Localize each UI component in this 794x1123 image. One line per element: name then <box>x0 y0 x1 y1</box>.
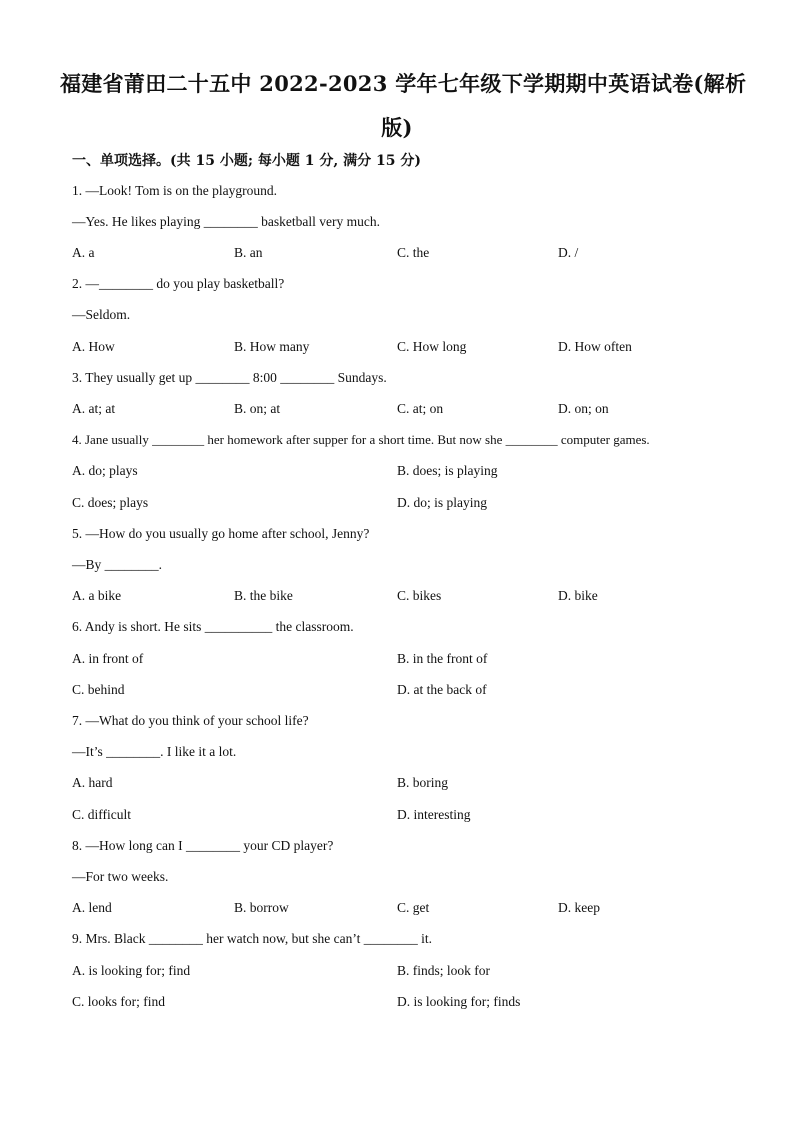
page-title: 福建省莆田二十五中 2022-2023 学年七年级下学期期中英语试卷(解析 <box>60 71 747 96</box>
question-8-option-c: C. get <box>397 900 430 915</box>
question-9-option-b: B. finds; look for <box>397 963 490 978</box>
question-7-prompt: 7. —What do you think of your school life? <box>72 713 309 728</box>
question-2-option-c: C. How long <box>397 339 467 354</box>
question-3-option-a: A. at; at <box>72 401 116 416</box>
section-heading: 一、单项选择。(共 15 小题; 每小题 1 分, 满分 15 分) <box>72 153 421 169</box>
question-5-option-c: C. bikes <box>397 588 442 603</box>
question-5-option-a: A. a bike <box>72 588 122 603</box>
question-3-option-c: C. at; on <box>397 401 444 416</box>
question-6-option-b: B. in the front of <box>397 651 488 666</box>
question-7-option-a: A. hard <box>72 775 113 790</box>
question-5-option-d: D. bike <box>558 588 598 603</box>
question-1-reply: —Yes. He likes playing ________ basketball very much. <box>72 214 380 229</box>
question-2-option-d: D. How often <box>558 339 632 354</box>
question-9-option-c: C. looks for; find <box>72 994 165 1009</box>
question-4-option-c: C. does; plays <box>72 495 149 510</box>
question-1-prompt: 1. —Look! Tom is on the playground. <box>72 183 278 198</box>
question-7-option-c: C. difficult <box>72 807 131 822</box>
question-4-prompt: 4. Jane usually ________ her homework after supper for a short time. But now she ________ computer games. <box>72 432 650 447</box>
question-2-reply: —Seldom. <box>72 307 131 322</box>
question-6-option-a: A. in front of <box>72 651 144 666</box>
question-7-option-b: B. boring <box>397 775 449 790</box>
page-title-continued: 版) <box>381 115 413 140</box>
question-8-reply: —For two weeks. <box>72 869 169 884</box>
question-6-option-d: D. at the back of <box>397 682 487 697</box>
question-5-prompt: 5. —How do you usually go home after school, Jenny? <box>72 526 370 541</box>
question-9-option-a: A. is looking for; find <box>72 963 191 978</box>
question-7-reply: —It’s ________. I like it a lot. <box>72 744 237 759</box>
question-1-option-b: B. an <box>234 245 263 260</box>
question-8-prompt: 8. —How long can I ________ your CD player? <box>72 838 334 853</box>
question-3-option-d: D. on; on <box>558 401 609 416</box>
question-1-option-d: D. / <box>558 245 579 260</box>
question-6-prompt: 6. Andy is short. He sits __________ the classroom. <box>72 619 354 634</box>
question-3-prompt: 3. They usually get up ________ 8:00 ________ Sundays. <box>72 370 387 385</box>
question-5-option-b: B. the bike <box>234 588 293 603</box>
question-4-option-d: D. do; is playing <box>397 495 487 510</box>
question-8-option-a: A. lend <box>72 900 112 915</box>
question-9-option-d: D. is looking for; finds <box>397 994 521 1009</box>
question-9-prompt: 9. Mrs. Black ________ her watch now, but she can’t ________ it. <box>72 931 432 946</box>
question-1-option-c: C. the <box>397 245 430 260</box>
question-7-option-d: D. interesting <box>397 807 471 822</box>
question-3-option-b: B. on; at <box>234 401 281 416</box>
question-2-option-b: B. How many <box>234 339 310 354</box>
question-2-prompt: 2. —________ do you play basketball? <box>72 276 285 291</box>
question-5-reply: —By ________. <box>72 557 163 572</box>
question-1-option-a: A. a <box>72 245 95 260</box>
question-4-option-a: A. do; plays <box>72 463 138 478</box>
question-4-option-b: B. does; is playing <box>397 463 498 478</box>
question-6-option-c: C. behind <box>72 682 125 697</box>
question-8-option-d: D. keep <box>558 900 600 915</box>
question-8-option-b: B. borrow <box>234 900 289 915</box>
question-2-option-a: A. How <box>72 339 115 354</box>
